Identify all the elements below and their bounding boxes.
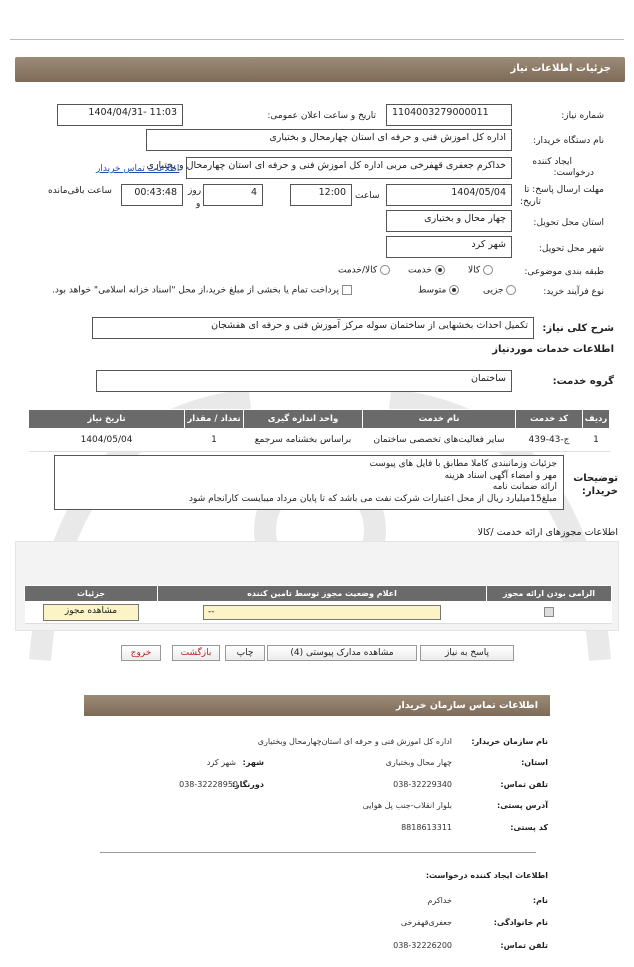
deadline-date-field[interactable]: 1404/05/04 xyxy=(386,184,512,206)
page-header xyxy=(15,57,625,82)
row-index: 1 xyxy=(583,429,610,452)
notes-line: مبلغ15میلیارد ریال از محل اعتبارات شرکت نفت می باشد که تا پایان مرداد میبایست کارانجام شود xyxy=(189,493,557,504)
service-group-label: گروه خدمت: xyxy=(552,376,614,387)
view-license-button[interactable]: مشاهده مجوز xyxy=(43,604,139,621)
creator-field[interactable]: خداکرم جعفری قهفرخی مربی اداره کل اموزش فنی و حرفه ای استان چهارمحال و بختیاری xyxy=(186,157,512,179)
category-option-service[interactable]: خدمت xyxy=(408,265,445,276)
category-label: طبقه بندی موضوعی: xyxy=(524,267,604,277)
reply-button[interactable]: پاسخ به نیاز xyxy=(420,645,514,661)
top-divider xyxy=(10,39,624,40)
print-button[interactable]: چاپ xyxy=(225,645,265,661)
province-field[interactable]: چهار محال و بختیاری xyxy=(386,210,512,232)
province-contact-value: چهار محال وبختیاری xyxy=(385,758,452,767)
radio-icon[interactable] xyxy=(483,265,493,275)
required-cell xyxy=(487,602,612,624)
category-option-goods[interactable]: کالا xyxy=(468,265,493,276)
last-name-value: جعفری‌قهفرخی xyxy=(400,918,452,927)
city-label: شهر محل تحویل: xyxy=(538,244,604,254)
buyer-org-field[interactable]: اداره کل اموزش فنی و حرفه ای استان چهارمحال و بختیاری xyxy=(146,129,512,151)
city-field[interactable]: شهر کرد xyxy=(386,236,512,258)
postal-label: کد پستی: xyxy=(510,823,548,832)
deadline-time-field[interactable]: 12:00 xyxy=(290,184,352,206)
summary-field[interactable]: تکمیل احداث بخشهایی از ساختمان سوله مرکز آموزش فنی و حرفه ای هفشجان xyxy=(92,317,534,339)
table-row xyxy=(25,602,612,624)
address-label: آدرس پستی: xyxy=(497,801,548,810)
province-label: استان محل تحویل: xyxy=(533,218,604,228)
contact-divider xyxy=(100,852,536,853)
need-number-label: شماره نیاز: xyxy=(561,111,604,121)
summary-label: شرح کلی نیاز: xyxy=(542,323,614,334)
view-documents-button[interactable]: مشاهده مدارک پیوستی (4) xyxy=(267,645,417,661)
table-row[interactable] xyxy=(29,429,610,452)
radio-icon[interactable] xyxy=(506,285,516,295)
remaining-time-field[interactable]: 00:43:48 xyxy=(121,184,183,206)
remaining-label: ساعت باقی‌مانده xyxy=(48,186,112,196)
time-label: ساعت xyxy=(355,191,380,201)
notes-line: جزئیات وزمانبندی کاملا مطابق با فایل های پیوست xyxy=(369,459,557,469)
contact-header xyxy=(84,695,550,716)
city-contact-value: شهر کرد xyxy=(206,758,236,767)
creator-label-1: ایجاد کننده xyxy=(532,157,572,167)
deadline-label-1: مهلت ارسال پاسخ: تا xyxy=(524,185,604,195)
treasury-option[interactable]: پرداخت تمام یا بخشی از مبلغ خرید،از محل "اسناد خزانه اسلامی" خواهد بود. xyxy=(52,285,352,296)
radio-selected-icon[interactable] xyxy=(449,285,459,295)
org-value: اداره کل اموزش فنی و حرفه ای استان‌چهارمحال وبختیاری xyxy=(257,737,452,746)
col-unit: واحد اندازه گیری xyxy=(244,410,363,429)
days-label: روز xyxy=(188,186,202,196)
col-qty: تعداد / مقدار xyxy=(185,410,244,429)
service-group-field[interactable]: ساختمان xyxy=(96,370,512,392)
col-code: کد خدمت xyxy=(516,410,583,429)
creator-section-title: اطلاعات ایجاد کننده درخواست: xyxy=(425,871,548,880)
license-status-field[interactable]: -- xyxy=(203,605,441,620)
fax-value: 038-32228950 xyxy=(179,780,238,789)
watermark-logo xyxy=(0,360,634,680)
first-name-label: نام: xyxy=(532,896,548,905)
col-name: نام خدمت xyxy=(363,410,516,429)
creator-label-2: درخواست: xyxy=(553,168,594,178)
services-table xyxy=(28,409,610,452)
notes-line: مهر و امضاء آگهی اسناد هزینه xyxy=(444,470,557,481)
exit-button[interactable]: خروج xyxy=(121,645,161,661)
creator-phone-value: 038-32226200 xyxy=(393,941,452,950)
buyer-notes-label-1: توضیحات xyxy=(573,473,618,484)
back-button[interactable]: بازگشت xyxy=(172,645,220,661)
process-label: نوع فرآیند خرید: xyxy=(543,287,604,297)
buyer-notes-box xyxy=(54,455,564,510)
phone-value: 038-32229340 xyxy=(393,780,452,789)
page-title: جزئیات اطلاعات نیاز xyxy=(510,63,611,74)
contact-title: اطلاعات تماس سازمان خریدار xyxy=(395,700,538,711)
and-label: و xyxy=(196,199,201,209)
process-option-minor[interactable]: جزیی xyxy=(483,285,516,296)
unit: براساس بخشنامه سرجمع xyxy=(244,429,363,452)
status-cell xyxy=(158,602,487,624)
details-cell xyxy=(25,602,158,624)
radio-icon[interactable] xyxy=(380,265,390,275)
province-contact-label: استان: xyxy=(521,758,548,767)
checkbox-icon[interactable] xyxy=(342,285,352,295)
licenses-title: اطلاعات مجوزهای ارائه خدمت /کالا xyxy=(477,527,618,538)
city-contact-label: شهر: xyxy=(242,758,264,767)
last-name-label: نام خانوادگی: xyxy=(493,918,548,927)
licenses-table xyxy=(24,585,612,624)
announce-field[interactable]: 1404/04/31- 11:03 xyxy=(57,104,183,126)
col-row: ردیف xyxy=(583,410,610,429)
postal-value: 8818613311 xyxy=(401,823,452,832)
phone-label: تلفن تماس: xyxy=(500,780,548,789)
buyer-contact-link[interactable]: اطلاعات تماس خریدار xyxy=(96,164,180,174)
buyer-org-label: نام دستگاه خریدار: xyxy=(533,136,604,146)
checkbox-checked-icon xyxy=(544,607,554,617)
fax-label: دورنگار: xyxy=(231,780,264,789)
col-required: الزامی بودن ارائه مجوز xyxy=(487,586,612,602)
radio-selected-icon[interactable] xyxy=(435,265,445,275)
col-status: اعلام وضعیت مجوز توسط تامین کننده xyxy=(158,586,487,602)
need-number-field[interactable]: 1104003279000011 xyxy=(386,104,512,126)
address-value: بلوار انقلاب-جنب پل هوایی xyxy=(362,801,452,810)
col-details: جزئیات xyxy=(25,586,158,602)
notes-line: ارائه ضمانت نامه xyxy=(492,482,557,492)
need-date: 1404/05/04 xyxy=(29,429,185,452)
first-name-value: خداکرم xyxy=(427,896,452,905)
process-option-medium[interactable]: متوسط xyxy=(418,285,459,296)
col-date: تاریخ نیاز xyxy=(29,410,185,429)
service-code: ج-43-439 xyxy=(516,429,583,452)
days-field[interactable]: 4 xyxy=(203,184,263,206)
buyer-notes-label-2: خریدار: xyxy=(581,486,618,497)
category-option-both[interactable]: کالا/خدمت xyxy=(338,265,390,276)
service-name: سایر فعالیت‌های تخصصی ساختمان xyxy=(363,429,516,452)
announce-label: تاریخ و ساعت اعلان عمومی: xyxy=(267,111,376,121)
deadline-label-2: تاریخ: xyxy=(520,197,541,207)
services-section-title: اطلاعات خدمات موردنیاز xyxy=(492,344,614,355)
creator-phone-label: تلفن تماس: xyxy=(500,941,548,950)
quantity: 1 xyxy=(185,429,244,452)
org-label: نام سازمان خریدار: xyxy=(471,737,548,746)
